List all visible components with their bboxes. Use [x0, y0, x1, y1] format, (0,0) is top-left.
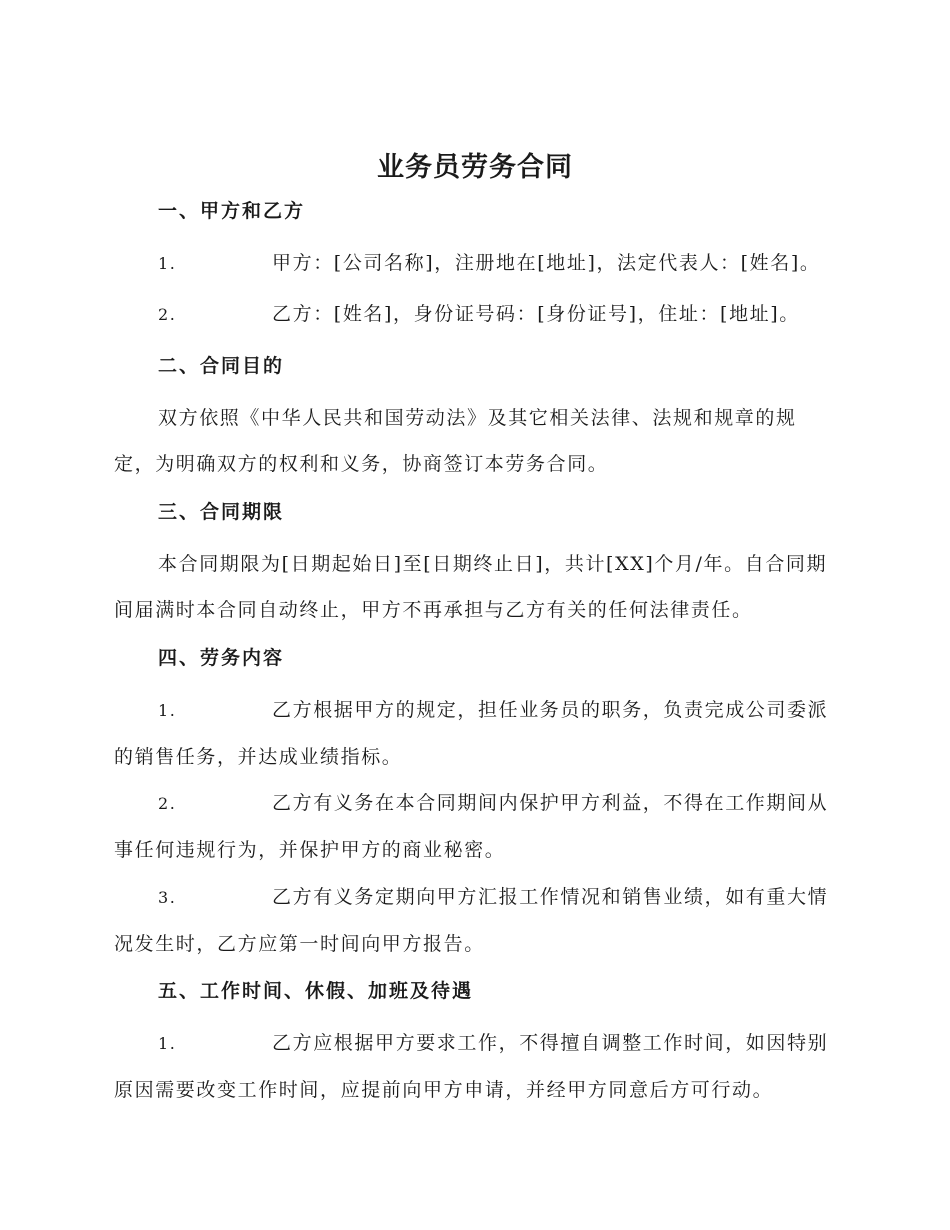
section-heading-duties: 四、劳务内容	[158, 647, 285, 669]
section-heading-term: 三、合同期限	[158, 501, 285, 523]
list-item	[114, 240, 834, 287]
list-item-number: 3.	[158, 888, 177, 907]
paragraph-term: 本合同期限为[日期起始日]至[日期终止日]，共计[XX]个月/年。自合同期间届满时本合同自动终止，甲方不再承担与乙方有关的任何法律责任。	[114, 553, 828, 621]
list-item	[114, 291, 834, 338]
list-item	[114, 1020, 834, 1113]
list-item-text: 乙方有义务定期向甲方汇报工作情况和销售业绩，如有重大情况发生时，乙方应第一时间向甲方报告。	[114, 886, 829, 955]
list-item-text: 乙方：[姓名]，身份证号码：[身份证号]，住址：[地址]。	[272, 303, 800, 325]
list-item	[114, 874, 834, 967]
list-item-text: 乙方根据甲方的规定，担任业务员的职务，负责完成公司委派的销售任务，并达成业绩指标。	[114, 699, 829, 768]
list-item-number: 2.	[158, 794, 177, 813]
list-item-number: 2.	[158, 305, 177, 324]
section-heading-parties: 一、甲方和乙方	[158, 200, 306, 222]
list-item-number: 1.	[158, 254, 177, 273]
list-item-text: 甲方：[公司名称]，注册地在[地址]，法定代表人：[姓名]。	[272, 252, 821, 274]
list-item	[114, 780, 834, 873]
list-item-text: 乙方有义务在本合同期间内保护甲方利益，不得在工作期间从事任何违规行为，并保护甲方的商业秘密。	[114, 792, 829, 861]
list-item-number: 1.	[158, 701, 177, 720]
document-title: 业务员劳务合同	[377, 152, 573, 183]
section-heading-work-time: 五、工作时间、休假、加班及待遇	[158, 980, 474, 1002]
section-heading-purpose: 二、合同目的	[158, 355, 285, 377]
list-item	[114, 687, 834, 780]
list-item-number: 1.	[158, 1034, 177, 1053]
list-item-text: 乙方应根据甲方要求工作，不得擅自调整工作时间，如因特别原因需要改变工作时间，应提前向甲方申请，并经甲方同意后方可行动。	[114, 1032, 829, 1101]
paragraph-purpose: 双方依照《中华人民共和国劳动法》及其它相关法律、法规和规章的规定，为明确双方的权利和义务，协商签订本劳务合同。	[114, 407, 797, 475]
